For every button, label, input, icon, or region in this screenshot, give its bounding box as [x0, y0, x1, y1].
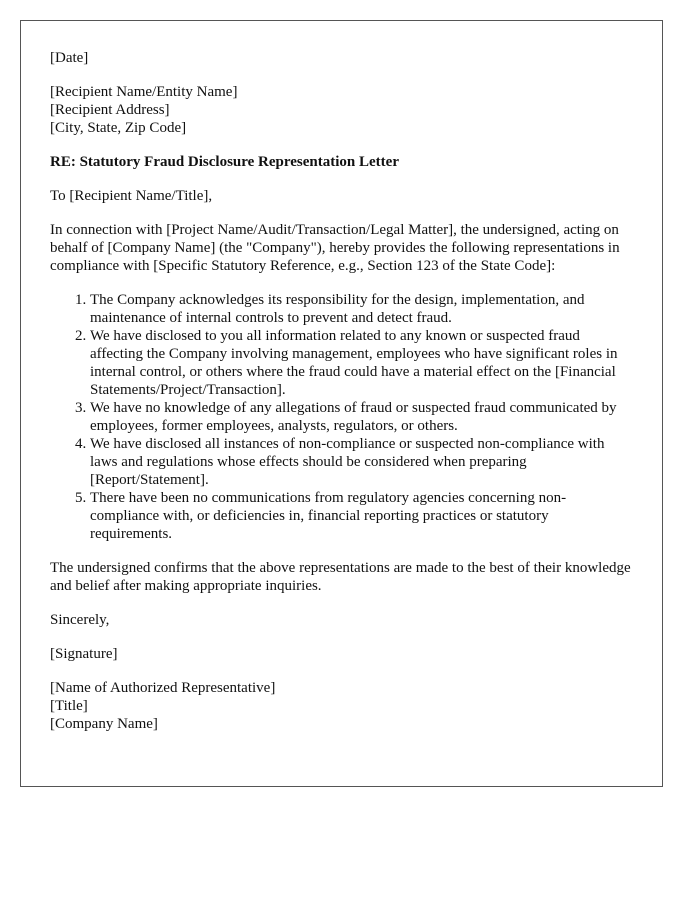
recipient-address: [Recipient Address]: [50, 102, 170, 118]
closing: Sincerely,: [50, 612, 110, 628]
signer-title: [Title]: [50, 698, 88, 714]
letter: [20, 20, 663, 787]
subject-line: RE: Statutory Fraud Disclosure Representation Letter: [50, 154, 399, 170]
list-item: 2. We have disclosed to you all information related to any known or suspected fraud affecting the Company involving management, employees who have significant roles in internal control, or others where the fraud could have a material effect on the [Financial Statements/Project/Transaction].: [90, 327, 633, 399]
list-item: 4. We have disclosed all instances of non-compliance or suspected non-compliance with laws and regulations whose effects should be considered when preparing [Report/Statement].: [90, 435, 633, 489]
recipient-name: [Recipient Name/Entity Name]: [50, 84, 238, 100]
list-item: 1. The Company acknowledges its responsibility for the design, implementation, and maintenance of internal controls to prevent and detect fraud.: [90, 291, 633, 327]
recipient-city: [City, State, Zip Code]: [50, 120, 187, 136]
signer-company: [Company Name]: [50, 716, 158, 732]
date: [Date]: [50, 50, 89, 66]
representations-list: [50, 291, 633, 543]
list-item: 3. We have no knowledge of any allegations of fraud or suspected fraud communicated by employees, former employees, analysts, regulators, or others.: [90, 399, 633, 435]
signature: [Signature]: [50, 646, 118, 662]
intro-paragraph: In connection with [Project Name/Audit/Transaction/Legal Matter], the undersigned, acting on behalf of [Company Name] (the "Company"), hereby provides the following representations in compliance with [Specific Statutory Reference, e.g., Section 123 of the State Code]:: [50, 222, 620, 274]
recipient-block: [50, 83, 633, 137]
signer-block: [50, 679, 633, 733]
closing-paragraph: The undersigned confirms that the above representations are made to the best of their knowledge and belief after making appropriate inquiries.: [50, 560, 631, 594]
signer-name: [Name of Authorized Representative]: [50, 680, 276, 696]
salutation: To [Recipient Name/Title],: [50, 188, 213, 204]
list-item: 5. There have been no communications from regulatory agencies concerning non-compliance with, or deficiencies in, financial reporting practices or statutory requirements.: [90, 489, 633, 543]
